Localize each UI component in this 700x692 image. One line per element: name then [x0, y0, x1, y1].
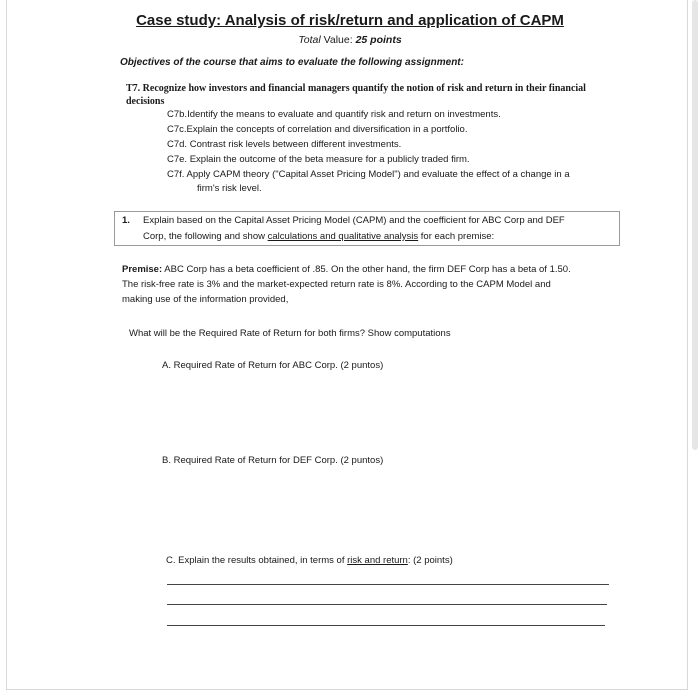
question-1-line-2 — [143, 231, 494, 242]
question-1-underlined-text: calculations and qualitative analysis — [267, 231, 419, 242]
part-c-underlined: risk and return — [347, 555, 408, 566]
objective-c7b: C7b.Identify the means to evaluate and quantify risk and return on investments. — [167, 109, 501, 120]
objective-c7d: C7d. Contrast risk levels between different investments. — [167, 139, 402, 150]
answer-line[interactable] — [167, 584, 609, 585]
question-1-line-2-suffix: for each premise: — [420, 231, 495, 242]
part-c-prefix: C. Explain the results obtained, in terms of — [166, 555, 345, 566]
part-c — [166, 555, 453, 566]
total-points: 25 points — [355, 34, 402, 46]
premise-label: Premise: — [122, 264, 163, 275]
part-a: A. Required Rate of Return for ABC Corp. (2 puntos) — [162, 360, 384, 371]
premise-line-3: making use of the information provided, — [122, 294, 289, 305]
total-value-line — [0, 34, 700, 46]
answer-line[interactable] — [167, 625, 605, 626]
answer-line[interactable] — [167, 604, 607, 605]
objective-c7f: C7f. Apply CAPM theory ("Capital Asset Pricing Model") and evaluate the effect of a change in a — [167, 169, 570, 180]
question-1-line-1: Explain based on the Capital Asset Pricing Model (CAPM) and the coefficient for ABC Corp and DEF — [143, 215, 565, 226]
t7-objective: T7. Recognize how investors and financial managers quantify the notion of risk and return in their financial decisions — [126, 83, 586, 107]
vertical-scrollbar[interactable] — [692, 0, 698, 450]
question-1-number: 1. — [122, 215, 130, 226]
total-label: Total — [298, 34, 321, 46]
premise-line-1 — [122, 264, 571, 275]
objectives-heading: Objectives of the course that aims to evaluate the following assignment: — [120, 57, 464, 68]
premise-line-2: The risk-free rate is 3% and the market-expected return rate is 8%. According to the CAPM Model and — [122, 279, 551, 290]
required-return-question: What will be the Required Rate of Return for both firms? Show computations — [129, 328, 451, 339]
objective-c7c: C7c.Explain the concepts of correlation and diversification in a portfolio. — [167, 124, 468, 135]
part-c-suffix: : (2 points) — [407, 555, 453, 566]
premise-line-1-text: ABC Corp has a beta coefficient of .85. On the other hand, the firm DEF Corp has a beta of 1.50. — [164, 264, 571, 275]
part-b: B. Required Rate of Return for DEF Corp. (2 puntos) — [162, 455, 384, 466]
document-title: Case study: Analysis of risk/return and application of CAPM — [136, 12, 564, 29]
objective-c7f-continued: firm's risk level. — [197, 183, 262, 194]
question-1-line-2-prefix: Corp, the following and show — [143, 231, 265, 242]
total-value-text: Value: — [323, 34, 353, 46]
objective-c7e: C7e. Explain the outcome of the beta measure for a publicly traded firm. — [167, 154, 470, 165]
